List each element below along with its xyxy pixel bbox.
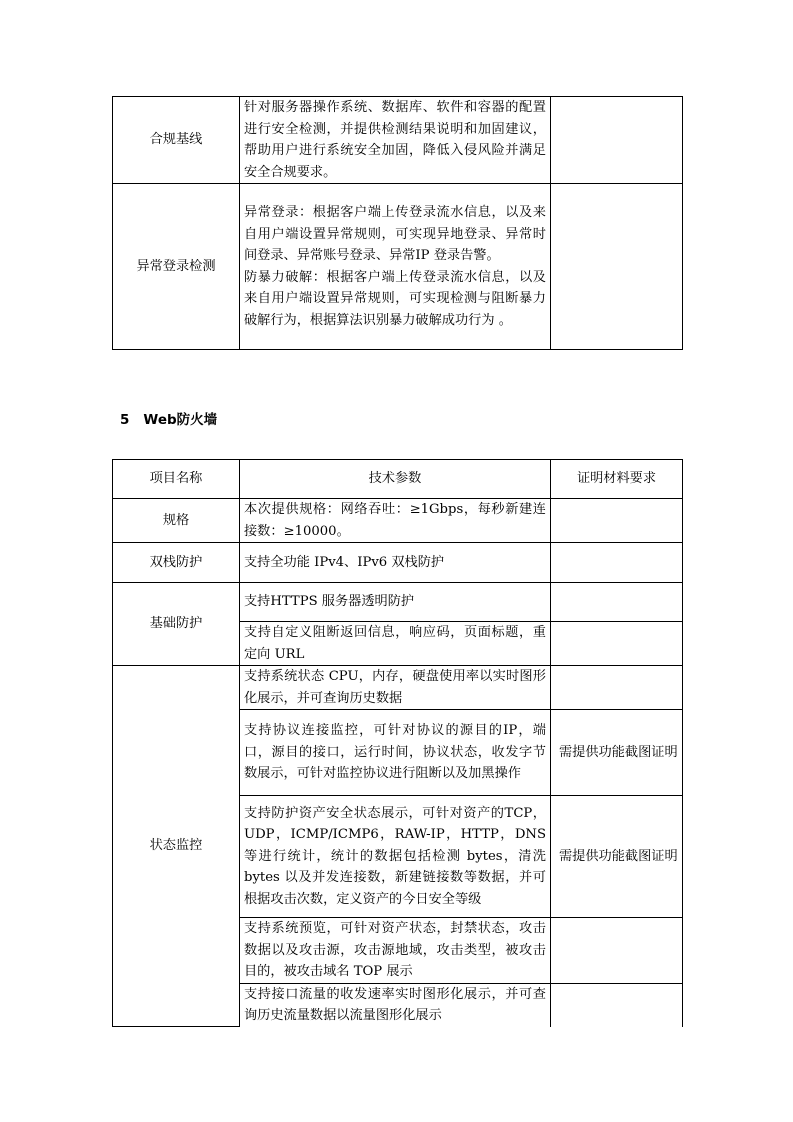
section-title: Web防火墙 [143,412,218,428]
item-name-cell: 异常登录检测 [113,184,240,350]
item-name-cell: 合规基线 [113,97,240,184]
waf-spec-table [112,459,683,1027]
tech-param-cell: 支持协议连接监控，可针对协议的源目的IP，端口，源目的接口，运行时间，协议状态，收发字节数展示，可针对监控协议进行阻断以及加黑操作 [240,710,551,796]
proof-requirement-cell [551,666,683,710]
tech-param-cell: 支持HTTPS 服务器透明防护 [240,583,551,622]
proof-requirement-cell [551,97,683,184]
proof-requirement-cell [551,499,683,543]
table-row [113,184,683,350]
tech-param-cell: 支持自定义阻断返回信息，响应码，页面标题，重定向 URL [240,622,551,666]
table-row [113,543,683,583]
column-header: 证明材料要求 [551,460,683,499]
proof-requirement-cell: 需提供功能截图证明 [551,710,683,796]
table-row [113,583,683,622]
table-row [113,666,683,710]
tech-param-cell: 针对服务器操作系统、数据库、软件和容器的配置进行安全检测，并提供检测结果说明和加固建议，帮助用户进行系统安全加固，降低入侵风险并满足安全合规要求。 [240,97,551,184]
column-header: 项目名称 [113,460,240,499]
item-name-cell: 基础防护 [113,583,240,666]
compliance-table-continued [112,96,683,350]
proof-requirement-cell [551,983,683,1027]
table-header-row [113,460,683,499]
item-name-cell: 状态监控 [113,666,240,1027]
section-number: 5 [120,412,130,428]
column-header: 技术参数 [240,460,551,499]
proof-requirement-cell [551,622,683,666]
tech-param-cell: 异常登录：根据客户端上传登录流水信息，以及来自用户端设置异常规则，可实现异地登录、异常时间登录、异常账号登录、异常IP 登录告警。 防暴力破解：根据客户端上传登录流水信息，以及来自用户端设置异常规则，可实现检测与阻断暴力破解行为，根据算法识别暴力破解成功行为 。 [240,184,551,350]
tech-param-cell: 支持全功能 IPv4、IPv6 双栈防护 [240,543,551,583]
tech-param-cell: 支持系统预览，可针对资产状态，封禁状态，攻击数据以及攻击源，攻击源地域，攻击类型，被攻击目的，被攻击域名 TOP 展示 [240,918,551,984]
proof-requirement-cell [551,583,683,622]
section-heading [120,408,217,428]
proof-requirement-cell [551,543,683,583]
proof-requirement-cell [551,184,683,350]
item-name-cell: 双栈防护 [113,543,240,583]
table-row [113,97,683,184]
proof-requirement-cell: 需提供功能截图证明 [551,796,683,918]
tech-param-cell: 支持接口流量的收发速率实时图形化展示，并可查询历史流量数据以流量图形化展示 [240,983,551,1027]
tech-param-cell: 支持防护资产安全状态展示，可针对资产的TCP，UDP，ICMP/ICMP6，RAW-IP，HTTP，DNS等进行统计，统计的数据包括检测 bytes，清洗 bytes 以及并发连接数，新建链接数等数据，并可根据攻击次数，定义资产的今日安全等级 [240,796,551,918]
tech-param-cell: 本次提供规格：网络吞吐：≥1Gbps，每秒新建连接数：≥10000。 [240,499,551,543]
tech-param-cell: 支持系统状态 CPU，内存，硬盘使用率以实时图形化展示，并可查询历史数据 [240,666,551,710]
table-row [113,499,683,543]
proof-requirement-cell [551,918,683,984]
item-name-cell: 规格 [113,499,240,543]
